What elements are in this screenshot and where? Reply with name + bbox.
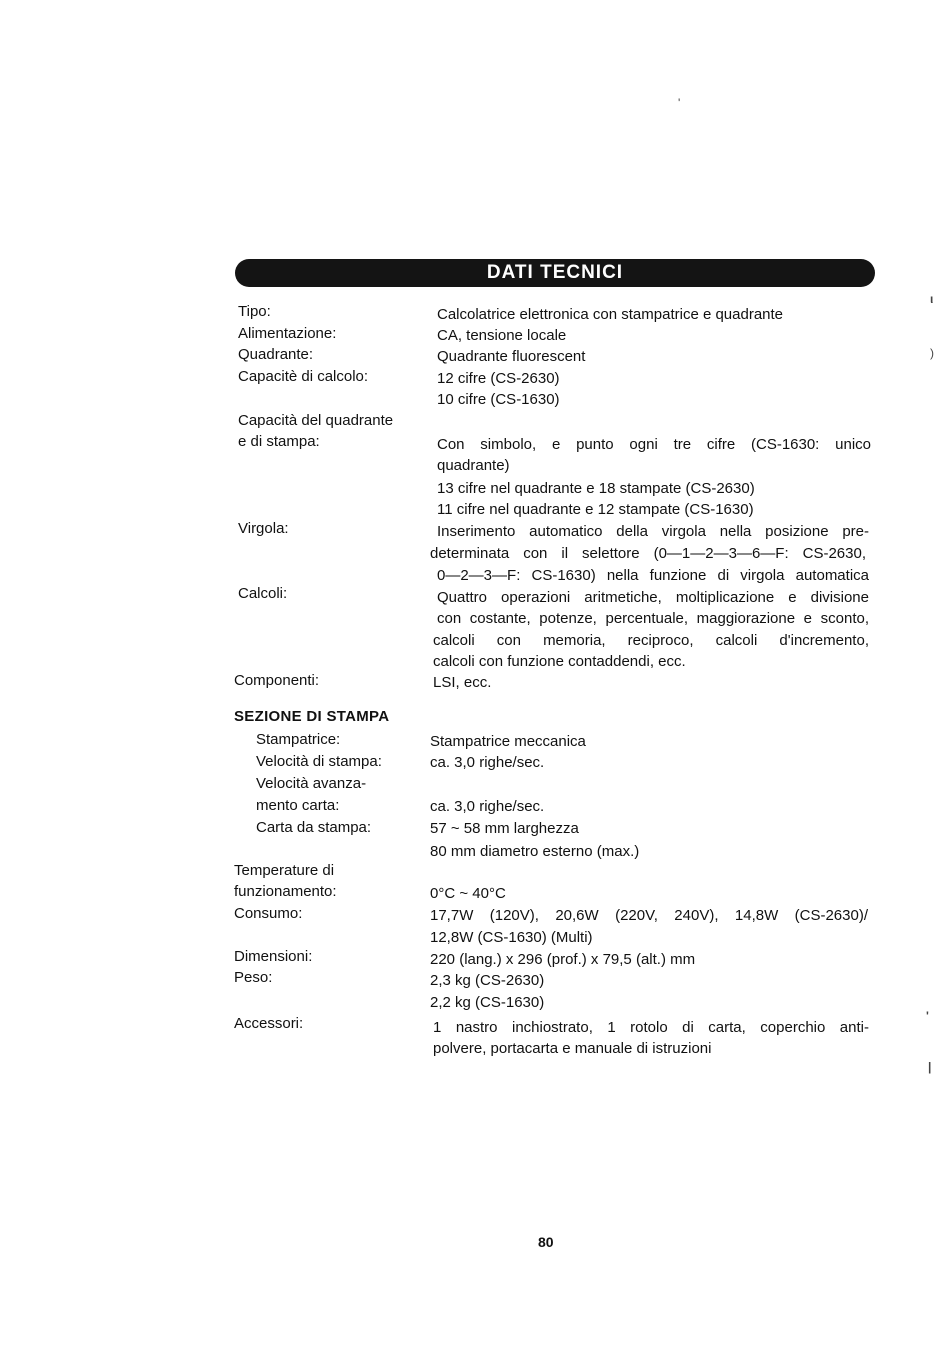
scan-speck: | — [928, 1060, 932, 1074]
calcoli-label: Calcoli: — [238, 585, 288, 602]
temperature-value: 0°C ~ 40°C — [430, 885, 506, 902]
scan-speck: ι — [930, 292, 934, 306]
peso-value-1: 2,3 kg (CS-2630) — [430, 972, 545, 989]
velocita-avanzamento-label-2: mento carta: — [256, 797, 340, 814]
stampatrice-value: Stampatrice meccanica — [430, 733, 586, 750]
capacita-calcolo-value-2: 10 cifre (CS-1630) — [437, 391, 560, 408]
capacita-quadrante-value-4: 11 cifre nel quadrante e 12 stampate (CS-1630) — [437, 501, 754, 518]
virgola-value-1: Inserimento automatico della virgola nella posizione pre- — [437, 523, 869, 540]
scan-speck: ' — [926, 1009, 929, 1023]
peso-label: Peso: — [234, 969, 273, 986]
quadrante-label: Quadrante: — [238, 346, 314, 363]
alimentazione-value: CA, tensione locale — [437, 327, 567, 344]
stampatrice-label: Stampatrice: — [256, 731, 341, 748]
accessori-label: Accessori: — [234, 1015, 304, 1032]
capacita-quadrante-value-3: 13 cifre nel quadrante e 18 stampate (CS-2630) — [437, 480, 755, 497]
stampa-heading: SEZIONE DI STAMPA — [234, 708, 390, 725]
capacita-quadrante-label-2: e di stampa: — [238, 433, 320, 450]
accessori-value-1: 1 nastro inchiostrato, 1 rotolo di carta, coperchio anti- — [433, 1019, 869, 1036]
scan-speck: ' — [678, 96, 681, 110]
dimensioni-label: Dimensioni: — [234, 948, 313, 965]
consumo-value-2: 12,8W (CS-1630) (Multi) — [430, 929, 593, 946]
temperature-label-1: Temperature di — [234, 862, 335, 879]
virgola-label: Virgola: — [238, 520, 289, 537]
alimentazione-label: Alimentazione: — [238, 325, 337, 342]
virgola-value-3: 0—2—3—F: CS-1630) nella funzione di virgola automatica — [437, 567, 869, 584]
calcoli-value-3: calcoli con memoria, reciproco, calcoli d'incremento, — [433, 632, 869, 649]
page-number: 80 — [538, 1234, 554, 1250]
calcoli-value-4: calcoli con funzione contaddendi, ecc. — [433, 653, 686, 670]
tipo-label: Tipo: — [238, 303, 271, 320]
capacita-quadrante-value-1: Con simbolo, e punto ogni tre cifre (CS-1630: unico — [437, 436, 871, 453]
consumo-label: Consumo: — [234, 905, 303, 922]
peso-value-2: 2,2 kg (CS-1630) — [430, 994, 545, 1011]
velocita-stampa-value: ca. 3,0 righe/sec. — [430, 754, 545, 771]
virgola-value-2: determinata con il selettore (0—1—2—3—6—F: CS-2630, — [430, 545, 866, 562]
velocita-stampa-label: Velocità di stampa: — [256, 753, 382, 770]
velocita-avanzamento-label-1: Velocità avanza- — [256, 775, 367, 792]
quadrante-value: Quadrante fluorescent — [437, 348, 586, 365]
componenti-value: LSI, ecc. — [433, 674, 492, 691]
consumo-value-1: 17,7W (120V), 20,6W (220V, 240V), 14,8W (CS-2630)/ — [430, 907, 868, 924]
capacita-quadrante-value-2: quadrante) — [437, 457, 510, 474]
banner-title: DATI TECNICI — [486, 262, 624, 283]
calcoli-value-1: Quattro operazioni aritmetiche, moltiplicazione e divisione — [437, 589, 869, 606]
capacita-quadrante-label-1: Capacità del quadrante — [238, 412, 394, 429]
componenti-label: Componenti: — [234, 672, 320, 689]
capacita-calcolo-label: Capacitè di calcolo: — [238, 368, 369, 385]
carta-value-2: 80 mm diametro esterno (max.) — [430, 843, 640, 860]
dimensioni-value: 220 (lang.) x 296 (prof.) x 79,5 (alt.) mm — [430, 951, 696, 968]
scan-speck: ) — [930, 346, 934, 360]
temperature-label-2: funzionamento: — [234, 883, 337, 900]
tipo-value: Calcolatrice elettronica con stampatrice e quadrante — [437, 306, 784, 323]
carta-value-1: 57 ~ 58 mm larghezza — [430, 820, 579, 837]
calcoli-value-2: con costante, potenze, percentuale, maggiorazione e sconto, — [437, 610, 869, 627]
carta-label: Carta da stampa: — [256, 819, 372, 836]
velocita-avanzamento-value: ca. 3,0 righe/sec. — [430, 798, 545, 815]
capacita-calcolo-value-1: 12 cifre (CS-2630) — [437, 370, 560, 387]
section-banner — [235, 259, 875, 287]
accessori-value-2: polvere, portacarta e manuale di istruzioni — [433, 1040, 712, 1057]
